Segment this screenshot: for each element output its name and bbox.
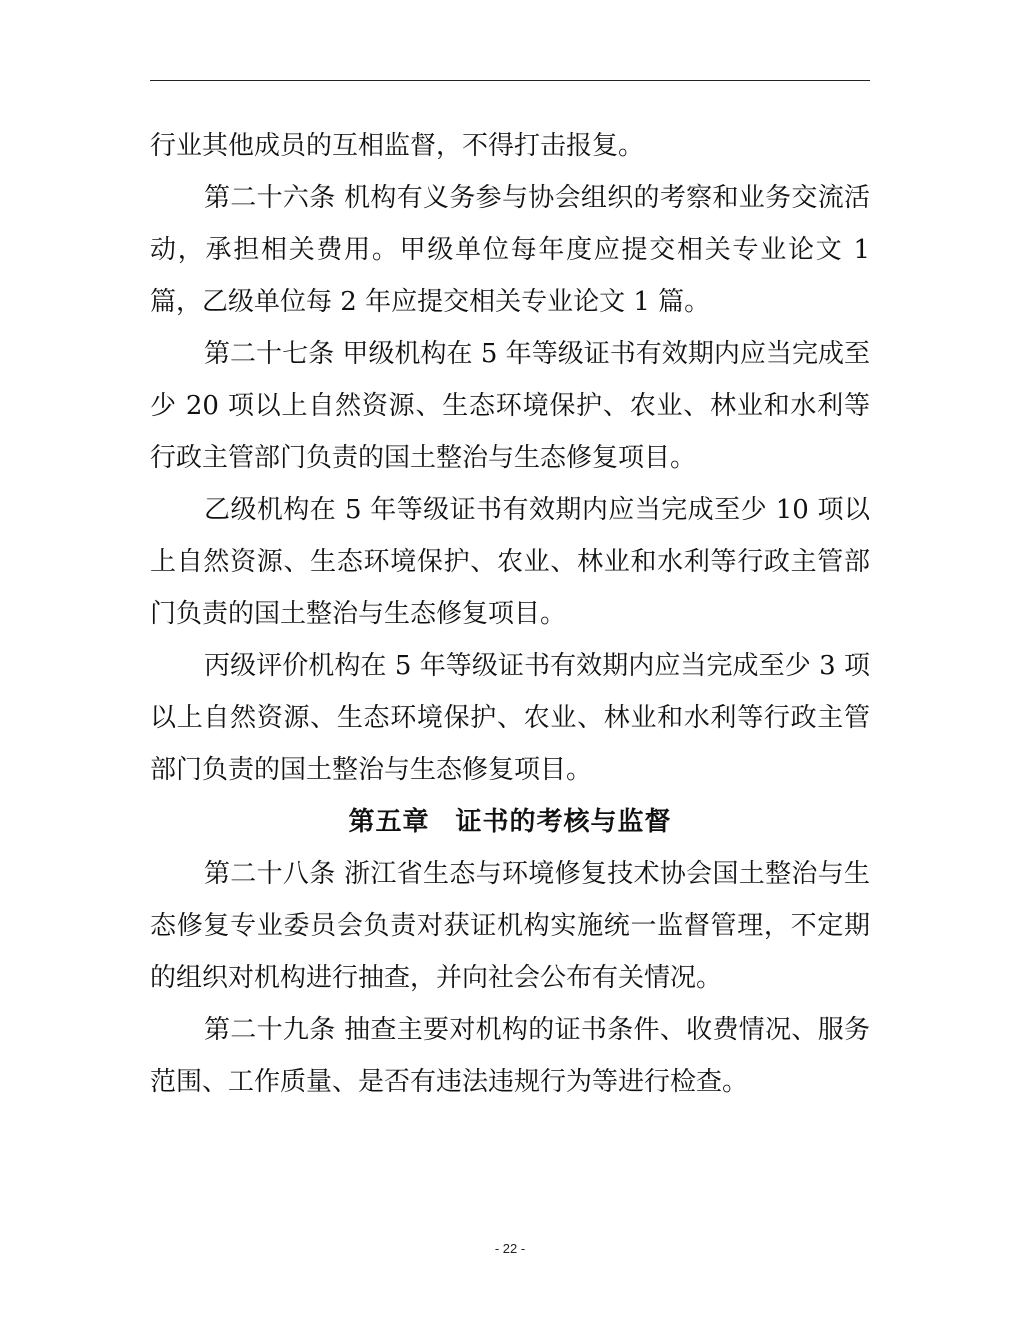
- document-body: [150, 120, 870, 1108]
- article-28: 第二十八条 浙江省生态与环境修复技术协会国土整治与生态修复专业委员会负责对获证机构实施统一监督管理，不定期的组织对机构进行抽查，并向社会公布有关情况。: [150, 859, 870, 993]
- article-29: 第二十九条 抽查主要对机构的证书条件、收费情况、服务范围、工作质量、是否有违法违规行为等进行检查。: [150, 1015, 870, 1097]
- article-26: 第二十六条 机构有义务参与协会组织的考察和业务交流活动，承担相关费用。甲级单位每年度应提交相关专业论文 1 篇，乙级单位每 2 年应提交相关专业论文 1 篇。: [150, 183, 870, 317]
- paragraph-continuation: 行业其他成员的互相监督，不得打击报复。: [150, 131, 645, 161]
- article-27-class-b: 乙级机构在 5 年等级证书有效期内应当完成至少 10 项以上自然资源、生态环境保护、农业、林业和水利等行政主管部门负责的国土整治与生态修复项目。: [150, 495, 870, 629]
- article-27-class-c: 丙级评价机构在 5 年等级证书有效期内应当完成至少 3 项以上自然资源、生态环境保护、农业、林业和水利等行政主管部门负责的国土整治与生态修复项目。: [150, 651, 870, 785]
- article-27: 第二十七条 甲级机构在 5 年等级证书有效期内应当完成至少 20 项以上自然资源、生态环境保护、农业、林业和水利等行政主管部门负责的国土整治与生态修复项目。: [150, 339, 870, 473]
- page-number: - 22 -: [494, 1241, 526, 1256]
- chapter-heading: [150, 796, 870, 848]
- chapter-number: 第五章: [348, 807, 430, 837]
- chapter-title: 证书的考核与监督: [455, 807, 672, 837]
- header-rule: [150, 80, 870, 81]
